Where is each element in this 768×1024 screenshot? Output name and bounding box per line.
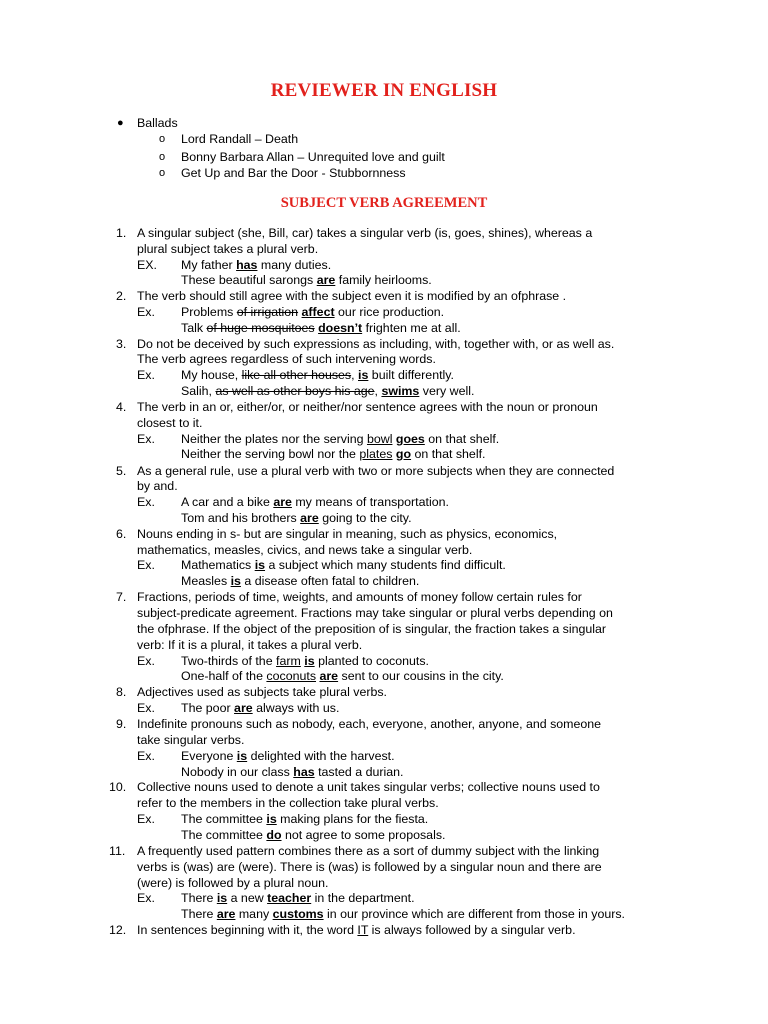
example-sentence: Salih, as well as other boys his age, swims very well. <box>181 384 475 398</box>
rule-number: 10. <box>109 780 127 794</box>
rule-text: Nouns ending in s- but are singular in meaning, such as physics, economics, <box>137 527 558 541</box>
example-sentence: My house, like all other houses, is built differently. <box>181 368 454 382</box>
rule-text: Indefinite pronouns such as nobody, each, everyone, another, anyone, and someone <box>137 717 602 731</box>
document-title: REVIEWER IN ENGLISH <box>270 80 498 101</box>
rule-text: (were) is followed by a plural noun. <box>137 876 329 890</box>
rule-text: The verb in an or, either/or, or neither/nor sentence agrees with the noun or pronoun <box>137 400 598 414</box>
rule-number: 1. <box>116 226 127 240</box>
circle-bullet-icon: o <box>159 133 166 145</box>
rule-text: Adjectives used as subjects take plural verbs. <box>137 685 388 699</box>
example-label: Ex. <box>137 495 155 509</box>
rule-number: 4. <box>116 400 127 414</box>
rule-text: A frequently used pattern combines there as a sort of dummy subject with the linking <box>137 844 600 858</box>
rule-text: refer to the members in the collection take plural verbs. <box>137 796 439 810</box>
rule-text: Do not be deceived by such expressions as including, with, together with, or as well as. <box>137 337 615 351</box>
example-sentence: These beautiful sarongs are family heirlooms. <box>181 273 432 287</box>
example-sentence: Talk of huge mosquitoes doesn’t frighten me at all. <box>181 321 461 335</box>
example-sentence: Neither the serving bowl nor the plates go on that shelf. <box>181 447 486 461</box>
rule-text: subject-predicate agreement. Fractions may take singular or plural verbs depending on <box>137 606 613 620</box>
example-label: Ex. <box>137 558 155 572</box>
example-sentence: The committee is making plans for the fiesta. <box>181 812 429 826</box>
example-sentence: Tom and his brothers are going to the city. <box>181 511 412 525</box>
example-label: EX. <box>137 258 157 272</box>
rule-number: 6. <box>116 527 127 541</box>
rule-number: 12. <box>109 923 127 937</box>
circle-bullet-icon: o <box>159 151 166 163</box>
rule-number: 8. <box>116 685 127 699</box>
section-title: SUBJECT VERB AGREEMENT <box>280 195 488 211</box>
example-sentence: A car and a bike are my means of transportation. <box>181 495 449 509</box>
example-sentence: Mathematics is a subject which many students find difficult. <box>181 558 506 572</box>
example-sentence: Everyone is delighted with the harvest. <box>181 749 395 763</box>
example-sentence: My father has many duties. <box>181 258 332 272</box>
rule-number: 9. <box>116 717 127 731</box>
rule-text: In sentences beginning with it, the word IT is always followed by a singular verb. <box>137 923 576 937</box>
ballad-item: Bonny Barbara Allan – Unrequited love and guilt <box>181 150 445 164</box>
example-label: Ex. <box>137 305 155 319</box>
ballad-item: Get Up and Bar the Door - Stubbornness <box>181 166 406 180</box>
rule-text: The verb should still agree with the subject even it is modified by an ofphrase . <box>137 289 567 303</box>
circle-bullet-icon: o <box>159 167 166 179</box>
rule-number: 5. <box>116 464 127 478</box>
rule-text: A singular subject (she, Bill, car) takes a singular verb (is, goes, shines), whereas a <box>137 226 593 240</box>
rule-text: The verb agrees regardless of such intervening words. <box>137 352 436 366</box>
example-sentence: There are many customs in our province which are different from those in yours. <box>181 907 626 921</box>
example-label: Ex. <box>137 749 155 763</box>
example-sentence: Problems of irrigation affect our rice production. <box>181 305 445 319</box>
example-label: Ex. <box>137 654 155 668</box>
example-sentence: One-half of the coconuts are sent to our cousins in the city. <box>181 669 504 683</box>
bullet-icon: ● <box>117 117 124 129</box>
rule-text: Fractions, periods of time, weights, and amounts of money follow certain rules for <box>137 590 582 604</box>
ballad-item: Lord Randall – Death <box>181 132 299 146</box>
example-label: Ex. <box>137 891 155 905</box>
rule-number: 3. <box>116 337 127 351</box>
example-label: Ex. <box>137 432 155 446</box>
example-label: Ex. <box>137 701 155 715</box>
example-sentence: The committee do not agree to some proposals. <box>181 828 446 842</box>
rule-text: Collective nouns used to denote a unit takes singular verbs; collective nouns used to <box>137 780 600 794</box>
rule-text: the ofphrase. If the object of the preposition of is singular, the fraction takes a singular <box>137 622 607 636</box>
example-sentence: Two-thirds of the farm is planted to coconuts. <box>181 654 429 668</box>
rule-number: 2. <box>116 289 127 303</box>
rule-text: verb: If it is a plural, it takes a plural verb. <box>137 638 363 652</box>
example-sentence: Nobody in our class has tasted a durian. <box>181 765 404 779</box>
rule-text: mathematics, measles, civics, and news take a singular verb. <box>137 543 473 557</box>
rule-text: take singular verbs. <box>137 733 245 747</box>
rule-text: verbs is (was) are (were). There is (was) is followed by a singular noun and there are <box>137 860 602 874</box>
example-sentence: There is a new teacher in the department. <box>181 891 415 905</box>
rule-number: 7. <box>116 590 127 604</box>
rule-text: by and. <box>137 479 178 493</box>
example-sentence: The poor are always with us. <box>181 701 340 715</box>
rule-text: As a general rule, use a plural verb with two or more subjects when they are connected <box>137 464 615 478</box>
example-label: Ex. <box>137 368 155 382</box>
rule-text: plural subject takes a plural verb. <box>137 242 319 256</box>
rule-text: closest to it. <box>137 416 203 430</box>
ballads-heading: Ballads <box>137 116 178 130</box>
rule-number: 11. <box>109 844 126 858</box>
example-sentence: Measles is a disease often fatal to children. <box>181 574 420 588</box>
example-label: Ex. <box>137 812 155 826</box>
example-sentence: Neither the plates nor the serving bowl goes on that shelf. <box>181 432 500 446</box>
